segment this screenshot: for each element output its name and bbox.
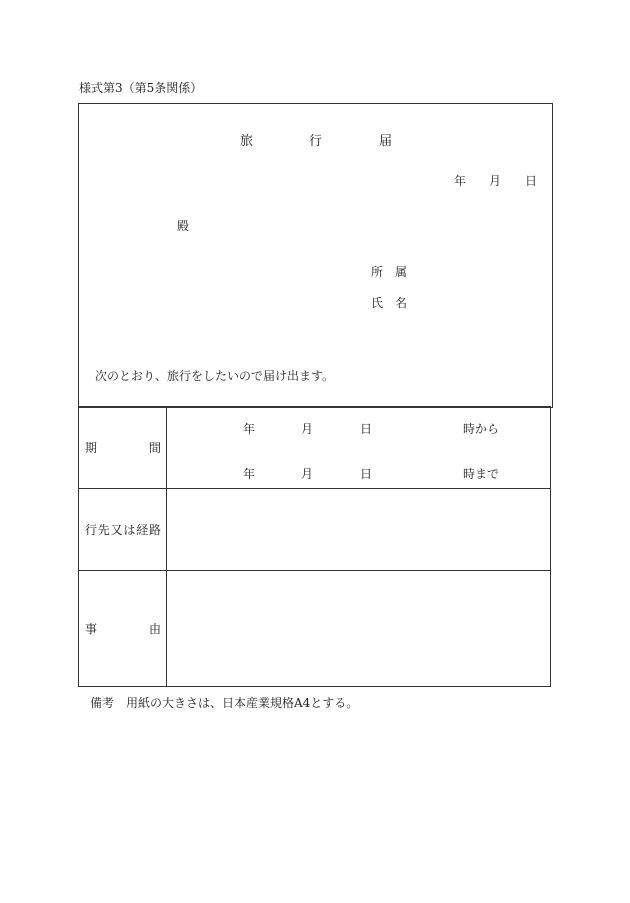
notice-header-box <box>78 103 553 408</box>
from-month: 月 <box>301 422 314 436</box>
from-time: 時から <box>463 422 500 436</box>
reason-value-cell[interactable] <box>167 571 551 687</box>
document-title <box>79 130 552 149</box>
period-from-line <box>167 420 550 434</box>
label-char: 又 <box>110 523 123 537</box>
to-day: 日 <box>360 467 373 481</box>
to-month: 月 <box>301 467 314 481</box>
travel-details-table <box>78 406 551 687</box>
label-char: 事 <box>85 622 98 636</box>
label-char: 路 <box>148 523 161 537</box>
remark-note: 備考 用紙の大きさは、日本産業規格A4とする。 <box>90 696 359 710</box>
to-year: 年 <box>243 467 256 481</box>
date-month-label: 月 <box>489 174 502 188</box>
period-value-cell <box>167 407 551 489</box>
to-time: 時まで <box>463 467 500 481</box>
label-char: 行 <box>85 523 98 537</box>
label-char: 期 <box>85 441 98 455</box>
period-row <box>79 407 551 489</box>
label-char: 先 <box>97 523 110 537</box>
label-char: 間 <box>148 441 161 455</box>
reason-label-cell <box>79 571 167 687</box>
period-label-cell <box>79 407 167 489</box>
label-char: 由 <box>148 622 161 636</box>
title-char: 届 <box>379 134 393 149</box>
addressee-suffix: 殿 <box>177 219 190 233</box>
affiliation-label: 所 属 <box>371 265 408 279</box>
reason-row <box>79 571 551 687</box>
form-number-label: 様式第3（第5条関係） <box>79 81 203 95</box>
label-char: は <box>123 523 136 537</box>
from-day: 日 <box>360 422 373 436</box>
destination-label-cell <box>79 489 167 571</box>
title-char: 行 <box>309 134 323 149</box>
statement-text: 次のとおり、旅行をしたいので届け出ます。 <box>95 369 335 383</box>
date-year-label: 年 <box>454 174 467 188</box>
from-year: 年 <box>243 422 256 436</box>
label-char: 経 <box>136 523 149 537</box>
destination-value-cell[interactable] <box>167 489 551 571</box>
period-to-line <box>167 465 550 479</box>
name-label: 氏 名 <box>371 296 408 310</box>
title-char: 旅 <box>240 134 254 149</box>
date-day-label: 日 <box>525 174 538 188</box>
destination-row <box>79 489 551 571</box>
